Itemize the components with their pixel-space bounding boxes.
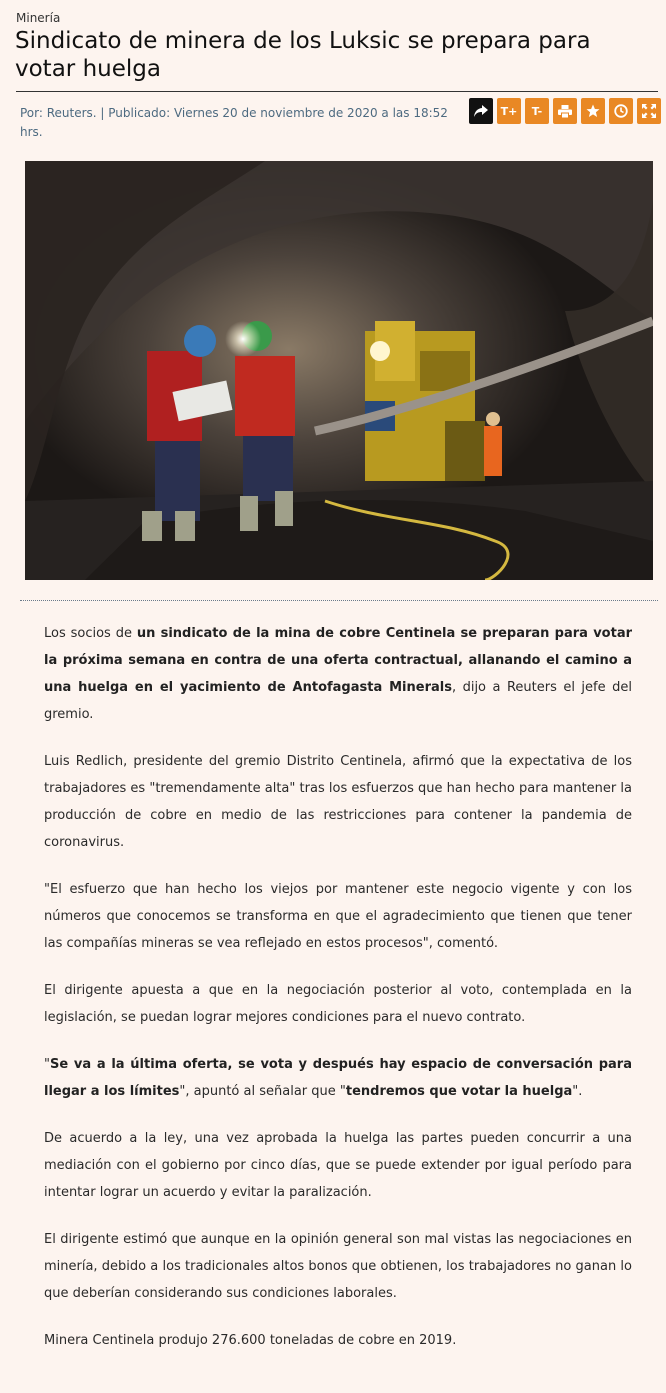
paragraph: Los socios de un sindicato de la mina de cobre Centinela se preparan para votar la próxima semana en contra de una oferta contractual, allanando el camino a una huelga en el yacimiento de Antofagasta Minerals, dijo a Reuters el jefe del gremio.: [44, 626, 632, 722]
section-label[interactable]: Minería: [16, 11, 61, 25]
share-icon: [474, 105, 488, 117]
paragraph: El dirigente estimó que aunque en la opinión general son mal vistas las negociaciones en minería, debido a los tradicionales altos bonos que obtienen, los trabajadores no ganan lo que deberían considerando sus condiciones laborales.: [44, 1232, 632, 1301]
share-button[interactable]: [469, 98, 493, 124]
paragraph: Minera Centinela produjo 276.600 toneladas de cobre en 2019.: [44, 1333, 457, 1348]
paragraph: De acuerdo a la ley, una vez aprobada la huelga las partes pueden concurrir a una mediación con el gobierno por cinco días, que se puede extender por igual período para intentar lograr un acuerdo y evitar la paralización.: [44, 1131, 632, 1200]
star-icon: [586, 104, 600, 118]
paragraph: El dirigente apuesta a que en la negociación posterior al voto, contemplada en la legislación, se puedan lograr mejores condiciones para el nuevo contrato.: [44, 983, 632, 1025]
paragraph: Luis Redlich, presidente del gremio Distrito Centinela, afirmó que la expectativa de los trabajadores es "tremendamente alta" tras los esfuerzos que han hecho para mantener la producción de cobre en medio de las restricciones para contener la pandemia de coronavirus.: [44, 754, 632, 850]
font-increase-button[interactable]: T+: [497, 98, 521, 124]
expand-icon: [642, 104, 656, 118]
clock-icon: [614, 104, 628, 118]
favorite-button[interactable]: [581, 98, 605, 124]
article-toolbar: [469, 98, 665, 124]
article-headline: Sindicato de minera de los Luksic se prepara para votar huelga: [15, 28, 591, 82]
article-body: [44, 620, 632, 1374]
print-icon: [558, 105, 572, 118]
paragraph: "Se va a la última oferta, se vota y después hay espacio de conversación para llegar a los límites", apuntó al señalar que "tendremos que votar la huelga".: [44, 1057, 632, 1099]
header-divider: [16, 91, 658, 92]
article-photo: [25, 161, 653, 580]
font-decrease-button[interactable]: T-: [525, 98, 549, 124]
article-byline: Por: Reuters. | Publicado: Viernes 20 de noviembre de 2020 a las 18:52 hrs.: [20, 106, 448, 139]
worker-orange: [484, 412, 502, 476]
fullscreen-button[interactable]: [637, 98, 661, 124]
history-button[interactable]: [609, 98, 633, 124]
print-button[interactable]: [553, 98, 577, 124]
body-divider: [20, 600, 658, 601]
paragraph: "El esfuerzo que han hecho los viejos por mantener este negocio vigente y con los números que conocemos se transforma en que el agradecimiento que tienen que tener las compañías mineras se vea reflejado en estos procesos", comentó.: [44, 882, 632, 951]
